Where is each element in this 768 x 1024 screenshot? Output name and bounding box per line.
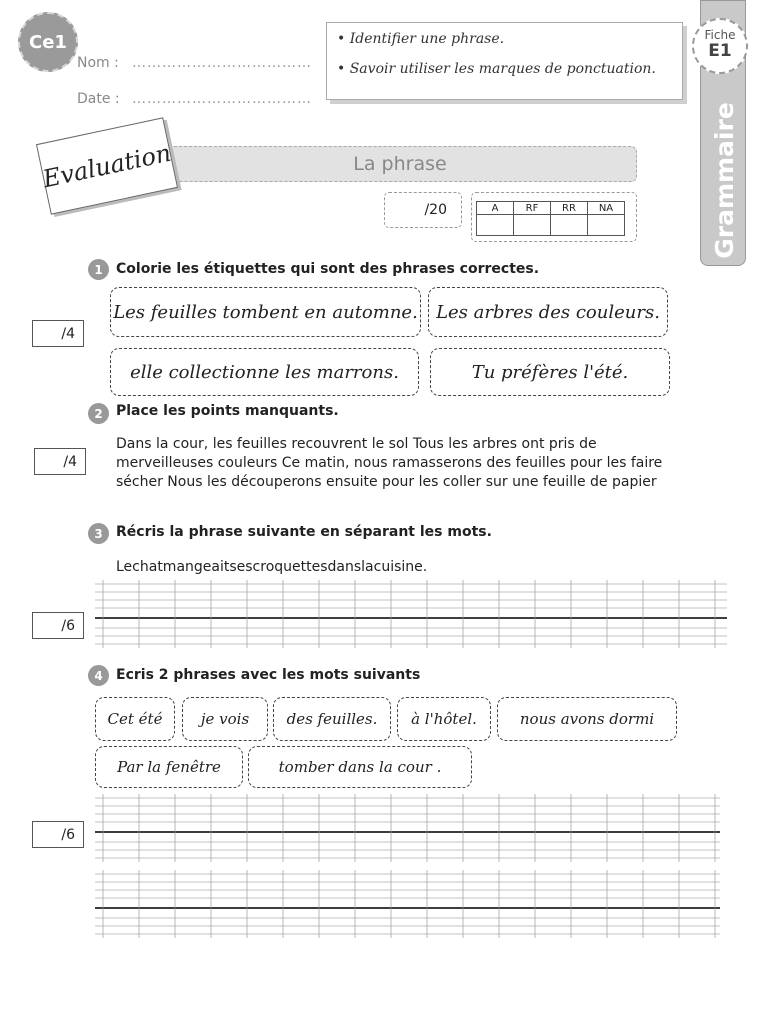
name-label: Nom : xyxy=(77,55,119,71)
objectives-box xyxy=(326,22,683,100)
date-label: Date : xyxy=(77,91,120,107)
sentence-tag[interactable]: Les feuilles tombent en automne. xyxy=(110,287,421,337)
exercise-instruction: Place les points manquants. xyxy=(116,403,339,419)
sentence-tag[interactable]: Tu préfères l'été. xyxy=(430,348,670,396)
grid-cell[interactable] xyxy=(551,215,588,236)
word-tag[interactable]: je vois xyxy=(182,697,268,741)
sentence-to-split: Lechatmangeaitsescroquettesdanslacuisine. xyxy=(116,559,428,575)
paragraph-line: sécher Nous les découperons ensuite pour les coller sur une feuille de papier xyxy=(116,474,657,490)
exercise-number: 2 xyxy=(88,403,109,424)
writing-lines[interactable] xyxy=(95,792,720,864)
assessment-grid xyxy=(471,192,637,242)
objective-item: • Identifier une phrase. xyxy=(337,31,505,47)
exercise-points: /6 xyxy=(32,821,84,848)
word-tag[interactable]: des feuilles. xyxy=(273,697,391,741)
exercise-points: /6 xyxy=(32,612,84,639)
text-paragraph xyxy=(116,435,716,492)
word-tag[interactable]: tomber dans la cour . xyxy=(248,746,472,788)
paragraph-line: merveilleuses couleurs Ce matin, nous ramasserons des feuilles pour les faire xyxy=(116,455,663,471)
fiche-badge xyxy=(692,18,748,74)
exercise-instruction: Ecris 2 phrases avec les mots suivants xyxy=(116,667,421,683)
evaluation-badge xyxy=(36,117,178,214)
word-tag[interactable]: Par la fenêtre xyxy=(95,746,243,788)
exercise-points: /4 xyxy=(34,448,86,475)
exercise-instruction: Récris la phrase suivante en séparant les mots. xyxy=(116,524,492,540)
fiche-label: Fiche xyxy=(704,28,736,42)
writing-lines[interactable] xyxy=(95,868,720,940)
exercise-points: /4 xyxy=(32,320,84,347)
exercise-number: 1 xyxy=(88,259,109,280)
grid-header: RR xyxy=(551,202,588,215)
evaluation-badge-text: Evaluation xyxy=(40,138,174,194)
word-tag[interactable]: Cet été xyxy=(95,697,175,741)
total-score: /20 xyxy=(424,202,447,218)
total-score-box xyxy=(384,192,462,228)
level-badge-text: Ce1 xyxy=(29,31,67,53)
date-field[interactable]: ……………………………… xyxy=(132,91,312,107)
grid-header: RF xyxy=(514,202,551,215)
writing-lines[interactable] xyxy=(95,578,727,650)
word-tag[interactable]: nous avons dormi xyxy=(497,697,677,741)
grid-cell[interactable] xyxy=(477,215,514,236)
sentence-tag[interactable]: Les arbres des couleurs. xyxy=(428,287,668,337)
grid-header: NA xyxy=(588,202,625,215)
objective-item: • Savoir utiliser les marques de ponctuation. xyxy=(337,61,656,77)
grid-cell[interactable] xyxy=(514,215,551,236)
fiche-code: E1 xyxy=(708,41,732,61)
exercise-instruction: Colorie les étiquettes qui sont des phrases correctes. xyxy=(116,261,540,277)
level-badge xyxy=(18,12,78,72)
word-tag[interactable]: à l'hôtel. xyxy=(397,697,491,741)
paragraph-line: Dans la cour, les feuilles recouvrent le sol Tous les arbres ont pris de xyxy=(116,436,597,452)
exercise-number: 3 xyxy=(88,523,109,544)
sentence-tag[interactable]: elle collectionne les marrons. xyxy=(110,348,419,396)
exercise-number: 4 xyxy=(88,665,109,686)
subject-label: Grammaire xyxy=(709,101,739,259)
grid-cell[interactable] xyxy=(588,215,625,236)
name-field[interactable]: ……………………………… xyxy=(132,55,312,71)
page-title: La phrase xyxy=(163,146,637,182)
grid-header: A xyxy=(477,202,514,215)
